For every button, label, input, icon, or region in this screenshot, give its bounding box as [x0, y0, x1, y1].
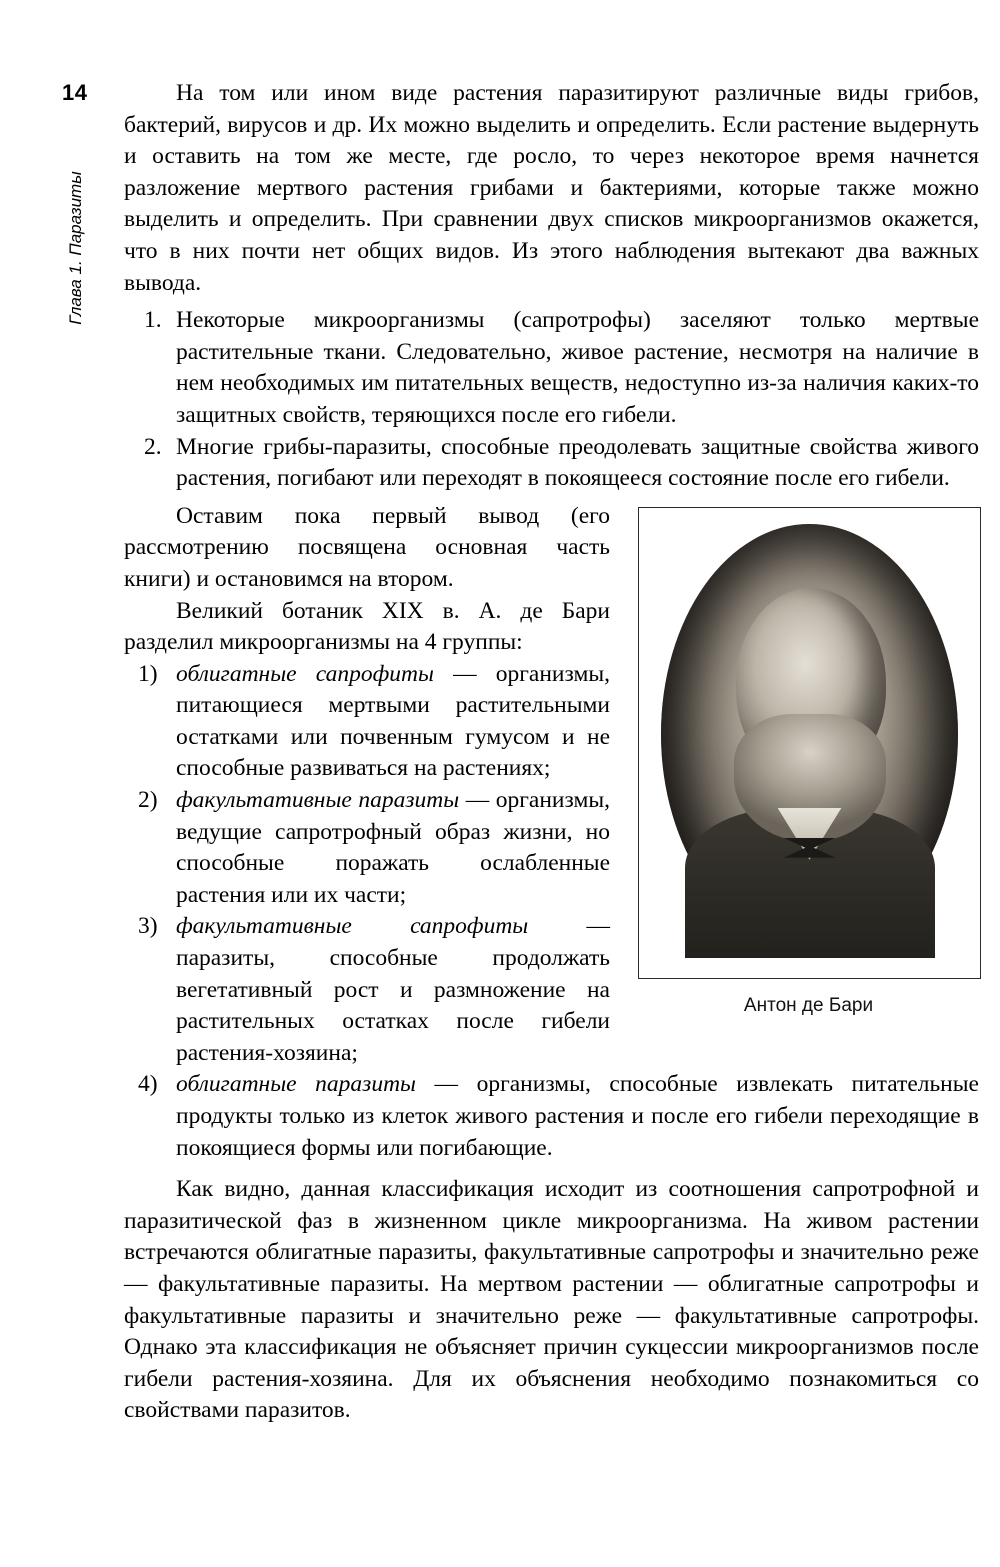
list-item	[124, 305, 979, 431]
groups-list-continued	[124, 1069, 979, 1164]
conclusions-list	[124, 305, 979, 495]
list-item	[124, 659, 979, 785]
group-term: факультативные паразиты	[176, 787, 460, 814]
list-marker: 2.	[144, 433, 162, 460]
group-description: — организмы, способные извлекать питательные продукты только из клеток живого растения и после его гибели переходящие в покоящиеся формы или погибающие.	[176, 1071, 979, 1161]
page-number: 14	[62, 80, 88, 105]
list-marker: 1.	[144, 307, 162, 334]
group-description: — организмы, ведущие сапротрофный образ жизни, но способные поражать ослабленные растения или их части;	[176, 787, 610, 908]
running-head: Глава 1. Паразиты	[66, 171, 85, 325]
list-item-text: Многие грибы-паразиты, способные преодолевать защитные свойства живого растения, погибают или переходят в покоящееся состояние после его гибели.	[176, 433, 979, 492]
list-item	[124, 785, 979, 911]
group-term: факультативные сапрофиты	[176, 913, 529, 940]
group-description: — организмы, питающиеся мертвыми растительными остатками или почвенным гумусом и не способные развиваться на растениях;	[176, 660, 610, 782]
figure-caption: Антон де Бари	[743, 994, 874, 1016]
list-marker: 1)	[138, 660, 158, 687]
closing-paragraph: Как видно, данная классификация исходит из соотношения сапротрофной и паразитической фаз в жизненном цикле микроорганизма. На живом растении встречаются облигатные паразиты, факультативные сапротрофы и значительно реже — факультативные паразиты. На мертвом растении — облигатные сапротрофы и факультативные паразиты и значительно реже — факультативные сапротрофы. Однако эта классификация не объясняет причин сукцессии микроорганизмов после гибели растения-хозяина. Для их объяснения необходимо познакомиться со свойствами паразитов.	[124, 1176, 979, 1424]
list-item	[124, 1069, 979, 1164]
paragraph-after-list: Оставим пока первый вывод (его рассмотрению посвящена основная часть книги) и остановимся на втором.	[124, 502, 610, 592]
list-marker: 3)	[138, 913, 158, 940]
list-marker: 4)	[138, 1071, 158, 1098]
list-item	[124, 911, 979, 1069]
group-description: — паразиты, способные продолжать вегетативный рост и размножение на растительных остатках после гибели растения-хозяина;	[176, 913, 610, 1066]
groups-list	[124, 659, 979, 1070]
figure-wrap-section	[124, 501, 979, 1070]
paragraph-de-bary: Великий ботаник XIX в. А. де Бари разделил микроорганизмы на 4 группы:	[124, 597, 610, 656]
group-term: облигатные паразиты	[176, 1071, 416, 1098]
page-content	[124, 78, 979, 1427]
intro-paragraph: На том или ином виде растения паразитируют различные виды грибов, бактерий, вирусов и др. Их можно выделить и определить. Если растение выдернуть и оставить на том же месте, где росло, то через некоторое время начнется разложение мертвого растения грибами и бактериями, которые также можно выделить и определить. При сравнении двух списков микроорганизмов окажется, что в них почти нет общих видов. Из этого наблюдения вытекают два важных вывода.	[124, 80, 979, 296]
list-item-text: Некоторые микроорганизмы (сапротрофы) заселяют только мертвые растительные ткани. Следовательно, живое растение, несмотря на наличие в нем необходимых им питательных веществ, недоступно из-за наличия каких-то защитных свойств, теряющихся после его гибели.	[176, 307, 979, 428]
list-marker: 2)	[138, 787, 158, 814]
list-item	[124, 432, 979, 495]
group-term: облигатные сапрофиты	[176, 660, 434, 687]
